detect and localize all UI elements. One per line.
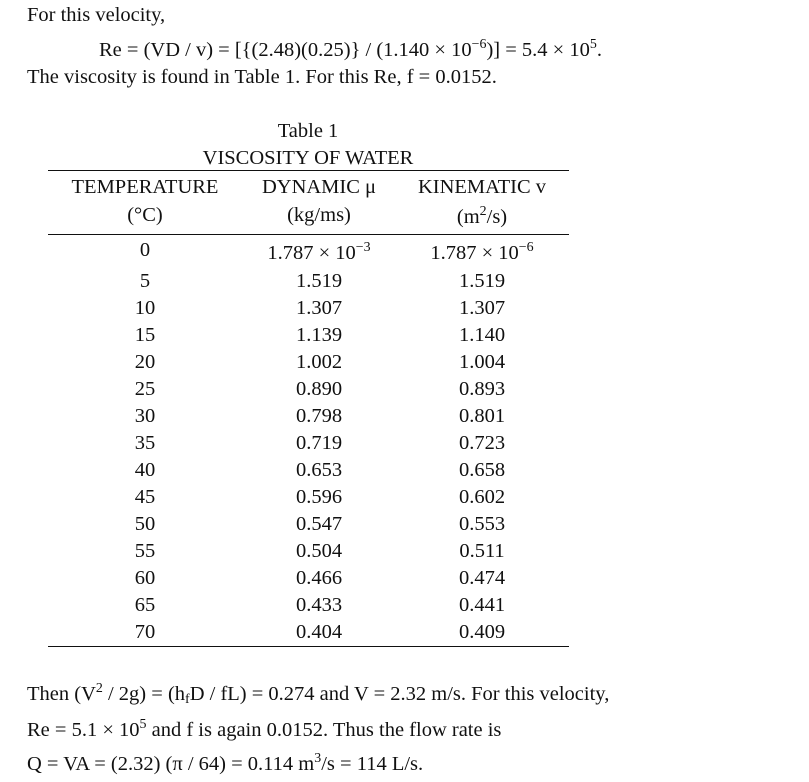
cell-temperature: 20 [134, 351, 156, 373]
cell-kinematic: 1.519 [458, 270, 506, 292]
cell-base: 1.787 × 10 [267, 242, 356, 264]
equation-part: Re = (VD / v) = [{(2.48)(0.25)} / (1.140 × 10 [99, 39, 472, 61]
cell-kinematic: 0.553 [458, 513, 506, 535]
outro-part: /s = 114 L/s. [321, 753, 424, 775]
cell-temperature: 65 [134, 594, 156, 616]
outro-part: Q = VA = (2.32) (π / 64) = 0.114 m [27, 753, 315, 775]
outro-exponent: 3 [314, 751, 322, 767]
equation-exponent: 5 [589, 37, 597, 53]
outro-line-reynolds [27, 717, 502, 741]
cell-dynamic: 1.002 [295, 351, 343, 373]
cell-dynamic: 0.798 [295, 405, 343, 427]
cell-temperature: 50 [134, 513, 156, 535]
cell-dynamic: 1.307 [295, 297, 343, 319]
cell-temperature: 30 [134, 405, 156, 427]
outro-part: / 2g) = (h [102, 683, 186, 705]
cell-kinematic: 0.602 [458, 486, 506, 508]
cell-base: 1.787 × 10 [430, 242, 519, 264]
intro-text: The viscosity is found in Table 1. For this Re, f = 0.0152. [27, 66, 497, 88]
cell-kinematic: 1.004 [458, 351, 506, 373]
cell-kinematic: 0.474 [458, 567, 506, 589]
cell-kinematic: 0.893 [458, 378, 506, 400]
outro-exponent: 5 [139, 717, 147, 733]
column-header-dynamic: DYNAMIC μ [261, 176, 377, 198]
cell-dynamic: 0.653 [295, 459, 343, 481]
cell-temperature: 15 [134, 324, 156, 346]
cell-dynamic: 0.504 [295, 540, 343, 562]
equation-part: . [596, 39, 602, 61]
outro-line-flow-rate [27, 751, 424, 775]
cell-dynamic: 1.139 [295, 324, 343, 346]
outro-line-head-loss [27, 681, 610, 708]
cell-dynamic: 0.547 [295, 513, 343, 535]
cell-dynamic: 0.596 [295, 486, 343, 508]
outro-exponent: 2 [95, 681, 103, 697]
cell-dynamic [267, 240, 371, 264]
cell-temperature: 40 [134, 459, 156, 481]
outro-part: D / fL) = 0.274 and V = 2.32 m/s. For this velocity, [189, 683, 610, 705]
cell-kinematic [430, 240, 534, 264]
column-unit-kinematic [456, 204, 508, 228]
outro-part: Re = 5.1 × 10 [27, 719, 140, 741]
table-top-rule [48, 170, 569, 171]
table-caption-title: VISCOSITY OF WATER [202, 147, 414, 169]
cell-kinematic: 0.511 [459, 540, 505, 562]
unit-exponent: 2 [479, 204, 487, 220]
intro-line-viscosity [27, 67, 497, 88]
equation-part: )] = 5.4 × 10 [486, 39, 590, 61]
cell-kinematic: 0.723 [458, 432, 506, 454]
cell-dynamic: 0.404 [295, 621, 343, 643]
cell-kinematic: 0.441 [458, 594, 506, 616]
cell-temperature: 35 [134, 432, 156, 454]
intro-line-velocity [27, 5, 165, 26]
cell-kinematic: 0.658 [458, 459, 506, 481]
column-header-kinematic: KINEMATIC v [417, 176, 547, 198]
cell-temperature: 70 [134, 621, 156, 643]
unit-part: /s) [486, 206, 508, 228]
cell-temperature: 0 [139, 239, 151, 261]
cell-kinematic: 0.801 [458, 405, 506, 427]
cell-dynamic: 0.719 [295, 432, 343, 454]
cell-temperature: 25 [134, 378, 156, 400]
cell-kinematic: 0.409 [458, 621, 506, 643]
cell-dynamic: 0.433 [295, 594, 343, 616]
outro-subscript: f [185, 692, 190, 708]
cell-temperature: 60 [134, 567, 156, 589]
equation-exponent: −6 [471, 37, 487, 53]
table-caption-label: Table 1 [277, 120, 339, 142]
outro-part: Then (V [27, 683, 96, 705]
cell-exponent: −6 [518, 240, 534, 256]
table-bottom-rule [48, 646, 569, 647]
column-unit-dynamic: (kg/ms) [287, 204, 351, 226]
cell-temperature: 10 [134, 297, 156, 319]
column-header-temperature: TEMPERATURE [71, 176, 219, 198]
cell-dynamic: 0.466 [295, 567, 343, 589]
cell-temperature: 5 [139, 270, 151, 292]
reynolds-equation [99, 37, 602, 61]
intro-text: For this velocity, [27, 4, 166, 26]
cell-temperature: 45 [134, 486, 156, 508]
unit-part: (m [456, 206, 480, 228]
cell-dynamic: 1.519 [295, 270, 343, 292]
outro-part: and f is again 0.0152. Thus the flow rate is [146, 719, 502, 741]
cell-kinematic: 1.140 [458, 324, 506, 346]
cell-kinematic: 1.307 [458, 297, 506, 319]
cell-temperature: 55 [134, 540, 156, 562]
cell-exponent: −3 [355, 240, 371, 256]
cell-dynamic: 0.890 [295, 378, 343, 400]
table-header-rule [48, 234, 569, 235]
column-unit-temperature: (°C) [127, 204, 163, 226]
